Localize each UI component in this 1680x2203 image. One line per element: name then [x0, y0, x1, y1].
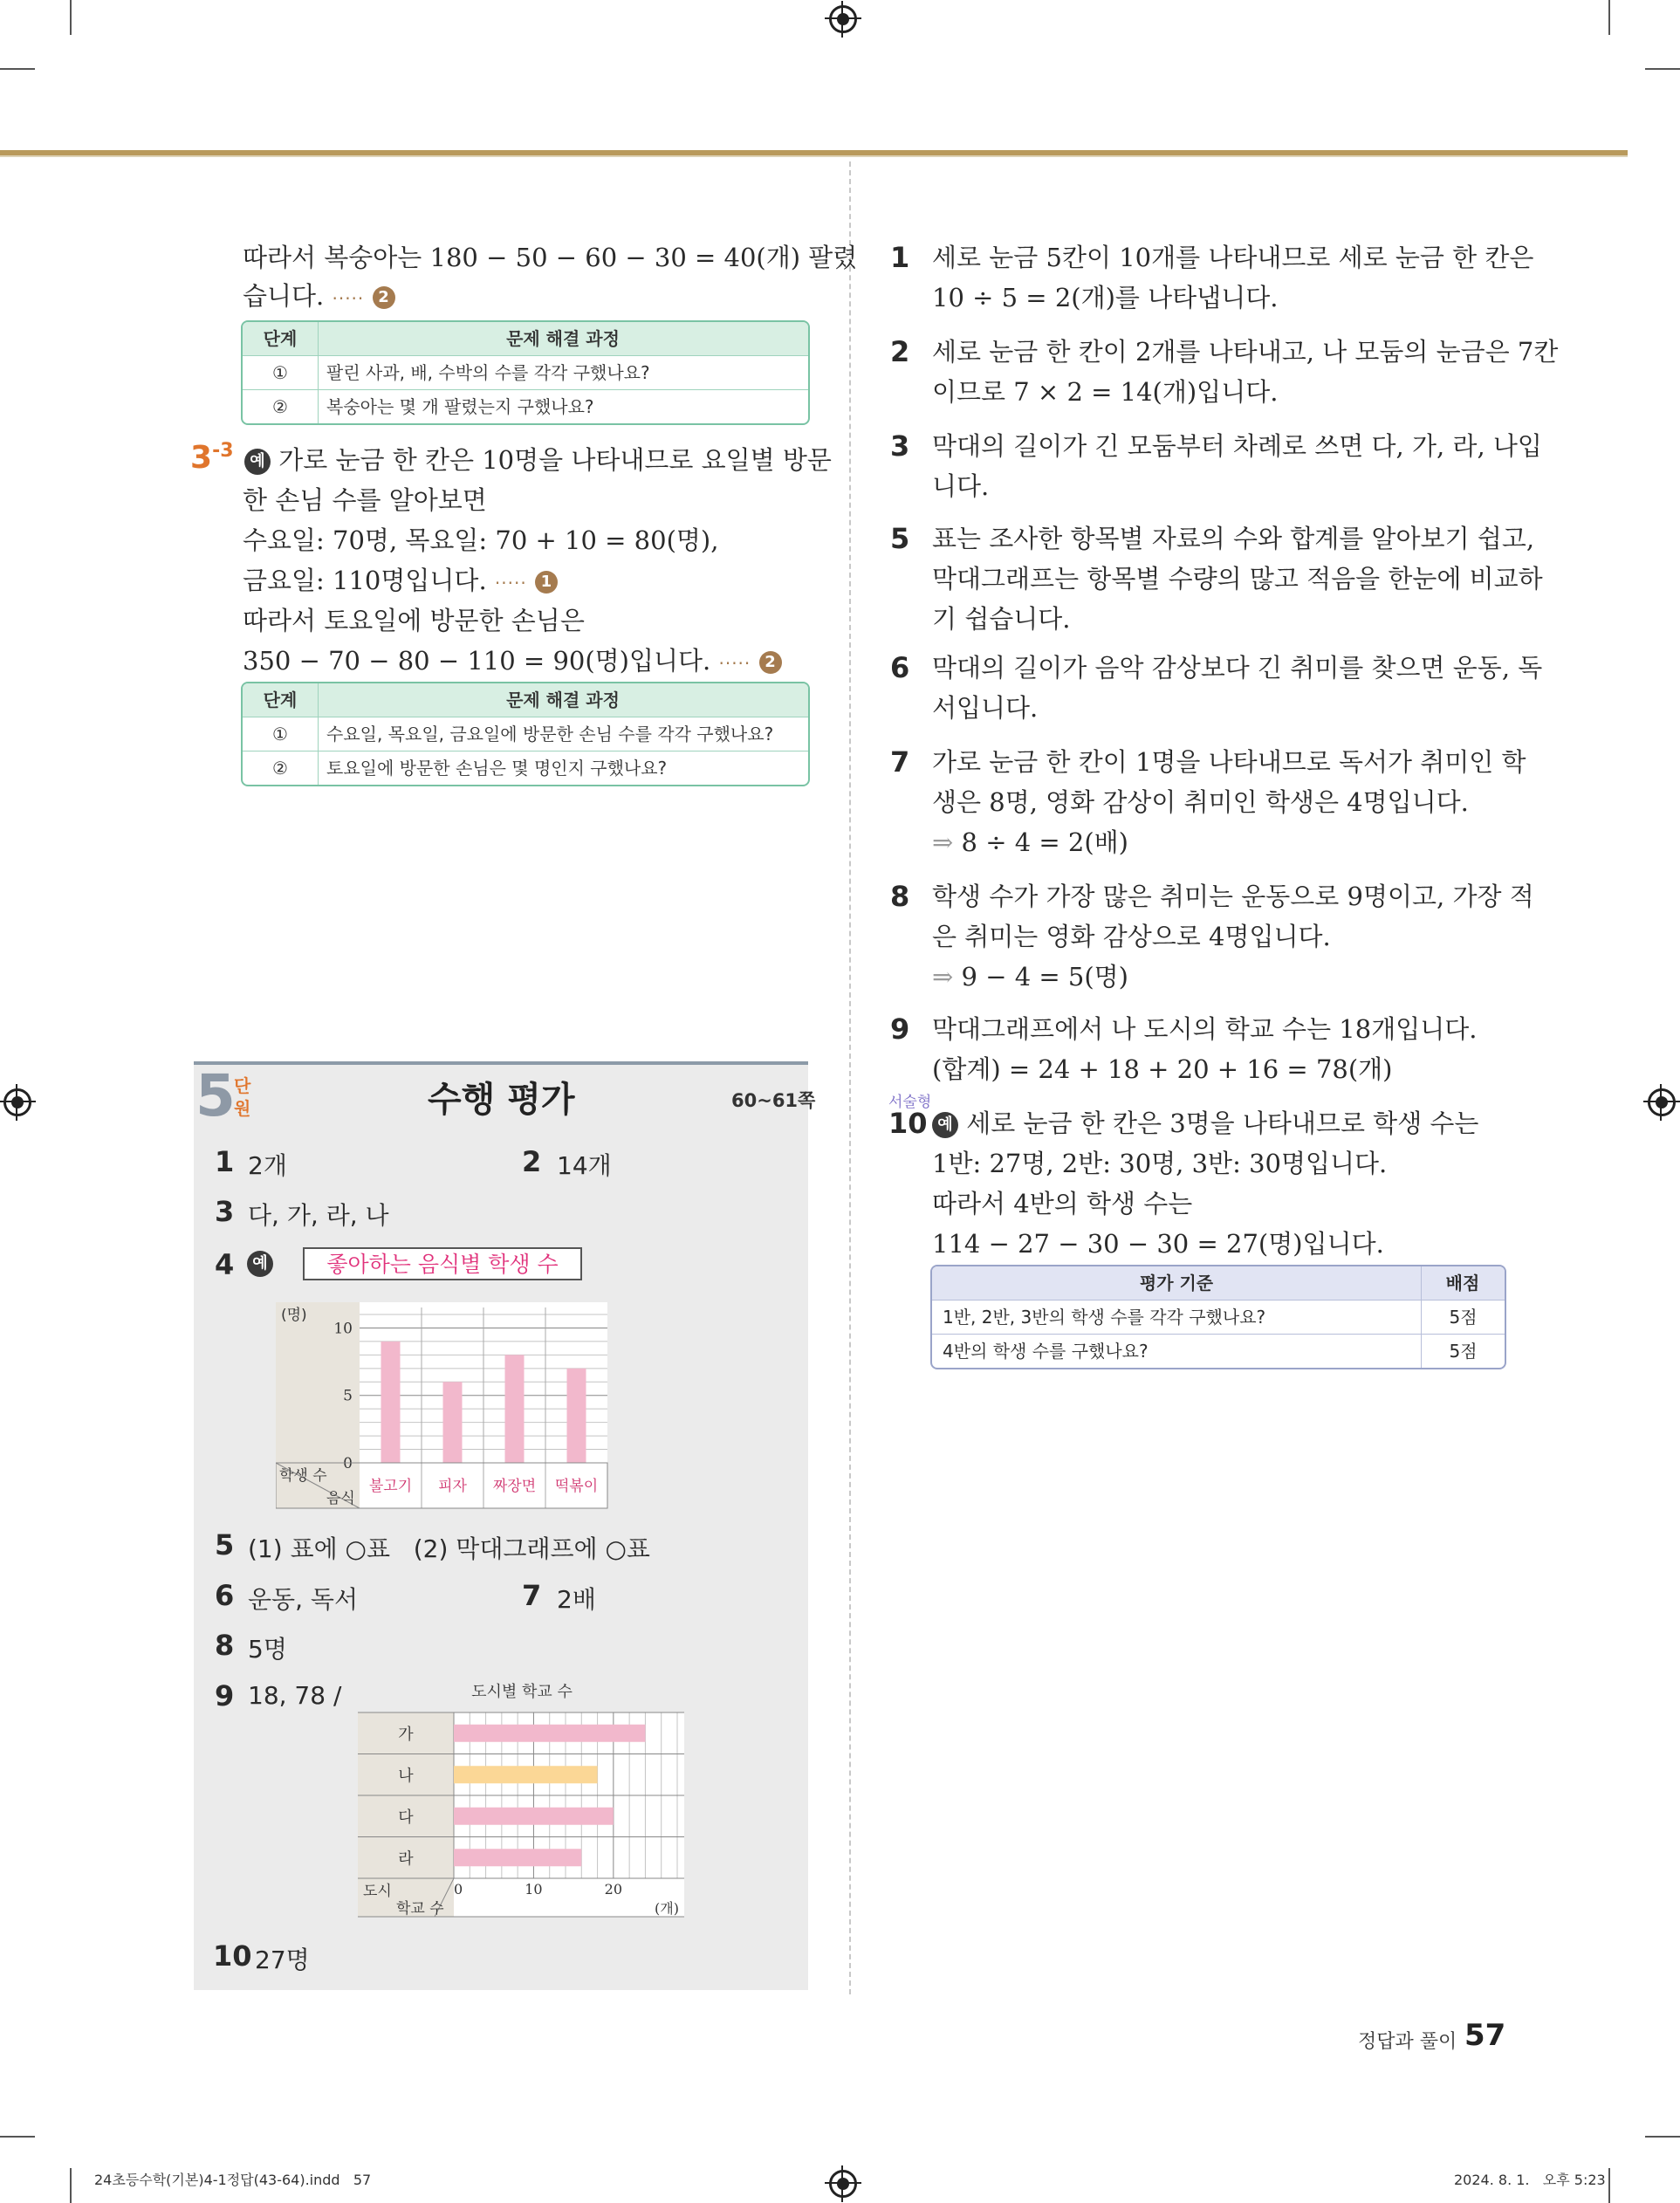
file-slug: 24초등수학(기본)4-1정답(43-64).indd 57: [94, 2172, 372, 2188]
paragraph-line: [243, 641, 782, 683]
y-axis-label: 학생 수: [279, 1467, 327, 1485]
solution-line: 세로 눈금 한 칸이 2개를 나타내고, 나 모둠의 눈금은 7칸: [932, 337, 1559, 367]
item-number: 5: [890, 522, 910, 555]
paragraph-line: [244, 440, 832, 480]
table-cell-text: 4반의 학생 수를 구했나요?: [943, 1341, 1149, 1362]
city-bar-chart: [358, 1676, 686, 1918]
answer-text: (1) 표에 ○표 (2) 막대그래프에 ○표: [248, 1534, 650, 1563]
table-header-score: 배점: [1445, 1273, 1480, 1294]
answer-number: 6: [215, 1579, 235, 1612]
answer-number: 3: [215, 1195, 235, 1228]
step-mark: 1: [535, 571, 558, 594]
item-number: 3: [890, 429, 910, 463]
paragraph-text: 350 − 70 − 80 − 110 = 90(명)입니다.: [243, 646, 711, 676]
page-number: 57: [1464, 2018, 1506, 2053]
table-cell-step: ②: [243, 390, 319, 423]
item-number: 10: [888, 1107, 928, 1140]
answer-text: 2개: [248, 1151, 287, 1180]
table-cell-text: 토요일에 방문한 손님은 몇 명인지 구했나요?: [326, 758, 668, 779]
solution-line: [932, 1103, 1478, 1143]
paragraph-line: 따라서 토요일에 방문한 손님은: [243, 606, 585, 635]
crop-mark: [70, 0, 72, 35]
item-number: 6: [890, 651, 910, 684]
category-label: 불고기: [368, 1478, 413, 1495]
example-mark: 예: [932, 1112, 958, 1138]
table-row: [932, 1300, 1505, 1334]
answer-text: 27명: [255, 1946, 310, 1974]
table-row: [243, 389, 808, 423]
solution-line: 막대의 길이가 긴 모둠부터 차례로 쓰면 다, 가, 라, 나입: [932, 431, 1542, 461]
unit-number: 5: [195, 1062, 236, 1129]
crop-mark: [0, 2136, 35, 2138]
solution-line: 1반: 27명, 2반: 30명, 3반: 30명입니다.: [932, 1149, 1388, 1178]
answer-text: 5명: [248, 1635, 287, 1664]
bar: [381, 1342, 401, 1463]
paragraph-line: [243, 276, 395, 319]
example-mark: 예: [247, 1251, 273, 1277]
solution-line: 생은 8명, 영화 감상이 취미인 학생은 4명입니다.: [932, 787, 1469, 817]
solution-line: [932, 957, 1128, 997]
scoring-table: [930, 1265, 1506, 1369]
x-unit-label: (개): [655, 1900, 679, 1917]
step-mark: 2: [373, 286, 395, 309]
answer-number: 4: [215, 1248, 235, 1281]
solution-line: (합계) = 24 + 18 + 20 + 16 = 78(개): [932, 1054, 1393, 1084]
table-header: [243, 683, 808, 717]
item-number: 9: [890, 1012, 910, 1046]
crop-mark: [1608, 2168, 1610, 2203]
step-mark: 2: [759, 651, 782, 674]
y-tick-label: 0: [343, 1455, 353, 1472]
table-cell-step: ①: [243, 356, 319, 389]
bar: [567, 1369, 586, 1463]
solution-line: 서입니다.: [932, 693, 1039, 723]
table-header: [932, 1266, 1505, 1300]
paragraph-line: [243, 560, 558, 603]
crop-mark: [0, 68, 35, 70]
y-tick-label: 10: [333, 1320, 353, 1338]
chart-title: 도시별 학교 수: [471, 1683, 573, 1701]
item-number: 1: [890, 241, 910, 274]
solution-line: 따라서 4반의 학생 수는: [932, 1189, 1193, 1218]
bar: [454, 1808, 614, 1825]
table-header-process: 문제 해결 과정: [506, 690, 620, 710]
paragraph-text: 습니다.: [243, 281, 325, 311]
y-tick-label: 5: [343, 1387, 353, 1405]
chart-title: 좋아하는 음식별 학생 수: [326, 1252, 559, 1277]
arrow-icon: ⇒: [932, 827, 954, 857]
solution-line: 10 ÷ 5 = 2(개)를 나타냅니다.: [932, 283, 1279, 312]
page-range: 60~61쪽: [731, 1090, 816, 1111]
answer-number: 1: [215, 1145, 235, 1178]
category-label: 가: [398, 1725, 414, 1744]
answer-number: 10: [213, 1939, 252, 1973]
table-header-criteria: 평가 기준: [932, 1266, 1422, 1300]
grading-table: [241, 682, 810, 786]
category-label: 다: [398, 1808, 414, 1827]
answer-number: 9: [215, 1679, 235, 1712]
answer-text: 다, 가, 라, 나: [248, 1201, 389, 1230]
leader-dots: ·····: [332, 288, 365, 309]
paragraph-line: 수요일: 70명, 목요일: 70 + 10 = 80(명),: [243, 525, 719, 555]
solution-line: 기 쉽습니다.: [932, 604, 1071, 634]
food-bar-chart: [276, 1246, 609, 1510]
table-cell-step: ①: [243, 717, 319, 751]
solution-line: 표는 조사한 항목별 자료의 수와 합계를 알아보기 쉽고,: [932, 524, 1535, 553]
problem-subnumber: -3: [212, 440, 234, 462]
solution-line: 막대그래프에서 나 도시의 학교 수는 18개입니다.: [932, 1014, 1478, 1044]
table-row: [243, 751, 808, 785]
solution-line: 세로 눈금 5칸이 10개를 나타내므로 세로 눈금 한 칸은: [932, 243, 1534, 272]
table-header: [243, 322, 808, 355]
table-header-step: 단계: [243, 683, 319, 717]
print-date: 2024. 8. 1. 오후 5:23: [1454, 2172, 1606, 2188]
table-header-step: 단계: [243, 322, 319, 355]
solution-line: 114 − 27 − 30 − 30 = 27(명)입니다.: [932, 1229, 1384, 1259]
category-label: 라: [398, 1850, 414, 1869]
table-cell-text: 수요일, 목요일, 금요일에 방문한 손님 수를 각각 구했나요?: [326, 724, 774, 745]
answer-text: 2배: [557, 1585, 596, 1614]
item-number: 8: [890, 880, 910, 913]
x-tick-label: 20: [604, 1881, 623, 1898]
solution-line: 막대의 길이가 음악 감상보다 긴 취미를 찾으면 운동, 독: [932, 653, 1543, 683]
column-divider: [849, 161, 851, 1994]
crop-mark: [70, 2168, 72, 2203]
table-row: [243, 355, 808, 389]
registration-mark-icon: [3, 1088, 31, 1116]
category-label: 짜장면: [492, 1478, 537, 1495]
paragraph-text: 금요일: 110명입니다.: [243, 566, 487, 595]
paragraph-line: 따라서 복숭아는 180 − 50 − 60 − 30 = 40(개) 팔렸: [243, 243, 858, 272]
section-title: 수행 평가: [428, 1080, 575, 1120]
solution-line: 니다.: [932, 471, 990, 501]
header-rule-shadow: [0, 155, 1628, 157]
answer-number: 7: [522, 1579, 542, 1612]
answer-number: 8: [215, 1629, 235, 1662]
category-label: 떡볶이: [554, 1478, 599, 1495]
table-cell-text: 1반, 2반, 3반의 학생 수를 각각 구했나요?: [943, 1307, 1266, 1328]
unit-word: 단: [234, 1075, 251, 1096]
category-label: 피자: [438, 1478, 467, 1495]
answer-number: 2: [522, 1145, 542, 1178]
table-cell-score: 5점: [1421, 1301, 1505, 1334]
grading-table: [241, 320, 810, 425]
solution-text: 9 − 4 = 5(명): [953, 962, 1128, 992]
x-axis-label: 음식: [326, 1490, 355, 1507]
problem-label: [190, 440, 234, 476]
solution-line: 가로 눈금 한 칸이 1명을 나타내므로 독서가 취미인 학: [932, 747, 1526, 777]
table-cell-step: ②: [243, 751, 319, 785]
arrow-icon: ⇒: [932, 962, 954, 992]
solution-text: 8 ÷ 4 = 2(배): [953, 827, 1128, 857]
unit-word: 원: [234, 1098, 251, 1119]
solution-line: 은 취미는 영화 감상으로 4명입니다.: [932, 922, 1331, 951]
answer-number: 5: [215, 1528, 235, 1561]
registration-mark-icon: [829, 5, 857, 33]
table-cell-score: 5점: [1421, 1335, 1505, 1368]
paragraph-text: 가로 눈금 한 칸은 10명을 나타내므로 요일별 방문: [278, 445, 832, 475]
answer-text: 운동, 독서: [248, 1585, 358, 1614]
item-number: 2: [890, 335, 910, 368]
table-row: [243, 717, 808, 751]
footer-label: 정답과 풀이: [1358, 2031, 1457, 2053]
bar: [454, 1849, 581, 1866]
paragraph-line: 한 손님 수를 알아보면: [243, 485, 487, 515]
x-axis-label: 학교 수: [396, 1900, 444, 1918]
item-number: 7: [890, 745, 910, 779]
table-row: [932, 1334, 1505, 1368]
evaluation-box-top-rule: [194, 1061, 808, 1065]
registration-mark-icon: [1648, 1088, 1676, 1116]
answer-text: 18, 78 /: [248, 1681, 342, 1710]
bar: [454, 1766, 598, 1783]
crop-mark: [1645, 68, 1680, 70]
bar: [505, 1355, 525, 1463]
x-tick-label: 0: [454, 1881, 463, 1898]
answer-text: 14개: [557, 1151, 612, 1180]
solution-line: 학생 수가 가장 많은 취미는 운동으로 9명이고, 가장 적: [932, 882, 1534, 911]
y-unit-label: (명): [281, 1307, 307, 1324]
x-tick-label: 10: [525, 1881, 543, 1898]
solution-text: 세로 눈금 한 칸은 3명을 나타내므로 학생 수는: [966, 1108, 1479, 1138]
leader-dots: ·····: [718, 653, 751, 674]
y-axis-label: 도시: [363, 1883, 392, 1900]
crop-mark: [1645, 2136, 1680, 2138]
category-label: 나: [398, 1767, 414, 1786]
crop-mark: [1608, 0, 1610, 35]
descriptive-tag: 서술형: [888, 1094, 932, 1111]
table-cell-text: 팔린 사과, 배, 수박의 수를 각각 구했나요?: [326, 362, 650, 383]
solution-line: [932, 822, 1128, 862]
problem-number: 3: [190, 440, 213, 476]
solution-line: 막대그래프는 항목별 수량의 많고 적음을 한눈에 비교하: [932, 564, 1543, 594]
leader-dots: ·····: [494, 573, 527, 594]
example-mark: 예: [244, 449, 271, 475]
solution-line: 이므로 7 × 2 = 14(개)입니다.: [932, 377, 1279, 407]
bar: [454, 1725, 645, 1742]
table-cell-text: 복숭아는 몇 개 팔렸는지 구했나요?: [326, 396, 594, 417]
table-header-process: 문제 해결 과정: [506, 328, 620, 349]
bar: [443, 1382, 463, 1463]
registration-mark-icon: [829, 2170, 857, 2198]
